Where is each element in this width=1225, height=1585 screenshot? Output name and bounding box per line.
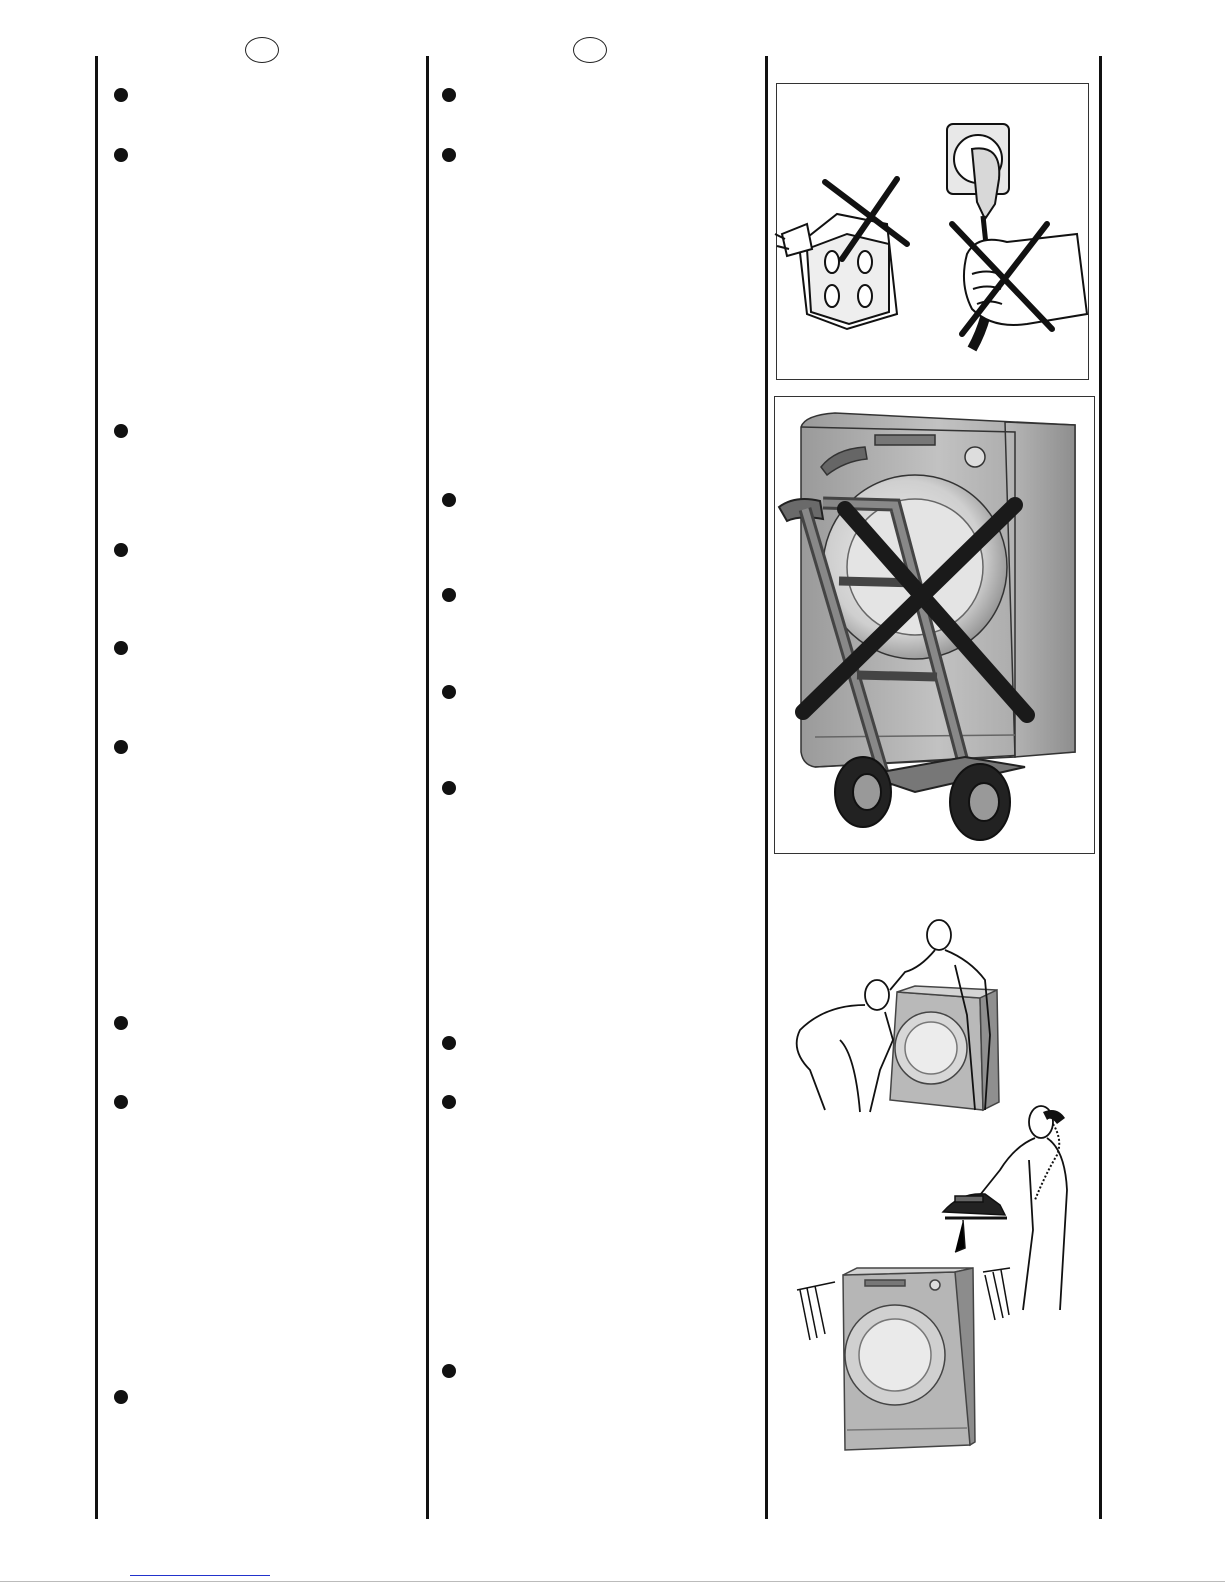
bullet-item	[114, 1095, 128, 1109]
multi-adapter-icon	[775, 214, 897, 329]
bullet-item	[442, 685, 456, 699]
bullet-item	[114, 543, 128, 557]
illustration-panel-plug	[776, 83, 1089, 380]
washing-machine-icon	[890, 986, 999, 1110]
person-icon	[980, 1106, 1067, 1310]
column-rule-middle	[426, 56, 429, 1519]
column-rule-left	[95, 56, 98, 1519]
phone-icon	[1043, 1110, 1065, 1124]
no-hand-truck-icon	[775, 397, 1096, 855]
bullet-item	[114, 641, 128, 655]
bullet-item	[442, 781, 456, 795]
bullet-item	[114, 1390, 128, 1404]
bullet-item	[114, 88, 128, 102]
vibration-marks-icon	[797, 1268, 1010, 1340]
column-rule-right-outer	[1099, 56, 1102, 1519]
bullet-item	[114, 424, 128, 438]
bullet-item	[442, 1364, 456, 1378]
iron-icon	[943, 1194, 1007, 1252]
language-marker-1	[245, 37, 279, 63]
bullet-item	[442, 1095, 456, 1109]
footer-rule	[0, 1581, 1225, 1582]
column-rule-right-inner	[765, 56, 768, 1519]
language-marker-2	[573, 37, 607, 63]
illustration-panel-hand-truck	[774, 396, 1095, 854]
no-adapter-no-cord-pull-icon	[777, 84, 1090, 381]
person-icon	[797, 920, 990, 1112]
bullet-item	[442, 1036, 456, 1050]
bullet-item	[114, 148, 128, 162]
washing-machine-icon	[843, 1268, 975, 1450]
bullet-item	[442, 588, 456, 602]
bullet-item	[442, 148, 456, 162]
footer-link-underline[interactable]	[130, 1575, 270, 1576]
bullet-item	[114, 1016, 128, 1030]
bullet-item	[442, 88, 456, 102]
bullet-item	[442, 493, 456, 507]
bullet-item	[114, 740, 128, 754]
